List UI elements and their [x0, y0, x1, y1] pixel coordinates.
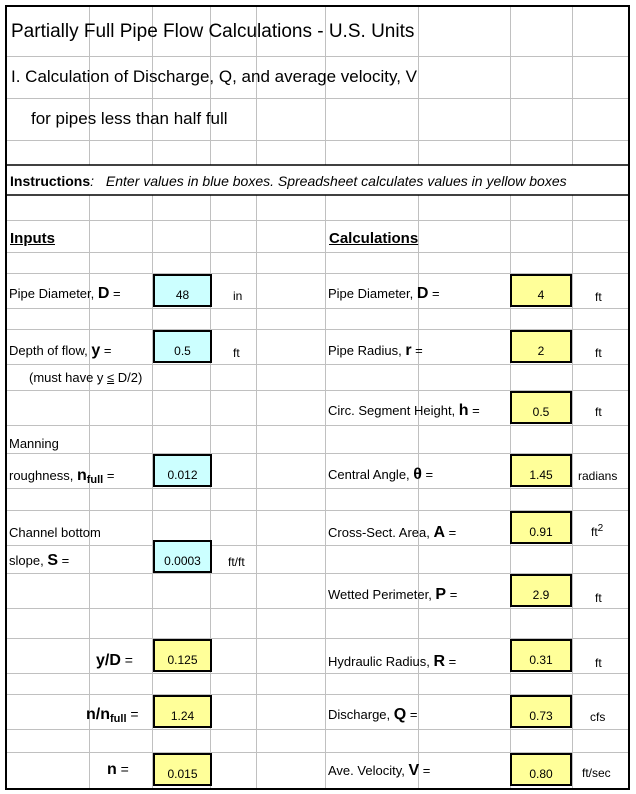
calc-diameter-label: Pipe Diameter, D = [328, 285, 440, 302]
calc-diameter-value: 4 [510, 274, 572, 307]
calc-wetted-perimeter-label: Wetted Perimeter, P = [328, 586, 458, 603]
input-diameter-unit: in [233, 289, 243, 303]
input-slope-label-line2: slope, S = [9, 552, 70, 569]
calc-hydraulic-radius-label: Hydraulic Radius, R = [328, 653, 457, 670]
calc-central-angle-label: Central Angle, θ = [328, 466, 434, 483]
ratio-y-over-d-value: 0.125 [153, 639, 212, 672]
input-slope-field[interactable]: 0.0003 [153, 540, 212, 573]
ratio-n-over-nfull-value: 1.24 [153, 695, 212, 728]
calc-discharge-unit: cfs [590, 710, 606, 724]
ratio-n-over-nfull-label: $n/n_{full}$ = [86, 706, 139, 725]
ratio-y-over-d-label: y/D = [96, 652, 133, 669]
input-diameter-field[interactable]: 48 [153, 274, 212, 307]
section-title: I. Calculation of Discharge, Q, and average velocity, V [11, 67, 417, 86]
n-value-label: n = [107, 761, 129, 778]
calc-radius-label: Pipe Radius, r = [328, 342, 423, 359]
instructions-label: Instructions [10, 173, 91, 189]
input-manning-label-line1: Manning [9, 436, 59, 451]
calc-area-value: 0.91 [510, 511, 572, 544]
input-slope-label-line1: Channel bottom [9, 525, 101, 540]
calc-discharge-label: Discharge, Q = [328, 706, 418, 723]
page-title: Partially Full Pipe Flow Calculations - U.S. Units [11, 21, 415, 42]
calc-central-angle-unit: radians [578, 469, 618, 483]
input-depth-note: (must have y ≤ D/2) [29, 370, 143, 385]
instructions-text: Enter values in blue boxes. Spreadsheet calculates values in yellow boxes [105, 173, 567, 189]
input-depth-unit: ft [233, 346, 240, 360]
input-depth-label: Depth of flow, y = [9, 342, 112, 359]
input-depth-field[interactable]: 0.5 [153, 330, 212, 363]
calc-radius-unit: ft [595, 346, 602, 360]
input-diameter-label: Pipe Diameter, D = [9, 285, 121, 302]
calc-velocity-unit: ft/sec [582, 766, 611, 780]
input-slope-unit: ft/ft [228, 555, 245, 569]
instructions-colon: : [90, 173, 95, 189]
section-subtitle: for pipes less than half full [31, 109, 228, 128]
calc-wetted-perimeter-value: 2.9 [510, 574, 572, 607]
input-manning-field[interactable]: 0.012 [153, 454, 212, 487]
calc-segment-height-label: Circ. Segment Height, h = [328, 402, 480, 419]
calc-diameter-unit: ft [595, 290, 602, 304]
calc-hydraulic-radius-value: 0.31 [510, 639, 572, 672]
calc-area-label: Cross-Sect. Area, A = [328, 524, 457, 541]
calc-radius-value: 2 [510, 330, 572, 363]
calc-velocity-value: 0.80 [510, 753, 572, 786]
input-manning-label-line2: roughness, $n_{full}$ = [9, 467, 115, 486]
instructions-row [10, 174, 567, 188]
calc-velocity-label: Ave. Velocity, V = [328, 762, 431, 779]
calc-wetted-perimeter-unit: ft [595, 591, 602, 605]
calc-segment-height-unit: ft [595, 405, 602, 419]
calc-central-angle-value: 1.45 [510, 454, 572, 487]
calc-segment-height-value: 0.5 [510, 391, 572, 424]
inputs-heading: Inputs [10, 230, 55, 247]
n-value: 0.015 [153, 753, 212, 786]
calc-discharge-value: 0.73 [510, 695, 572, 728]
calc-area-unit: $ft^2$ [591, 523, 604, 539]
calculations-heading: Calculations [329, 230, 419, 247]
calc-hydraulic-radius-unit: ft [595, 656, 602, 670]
